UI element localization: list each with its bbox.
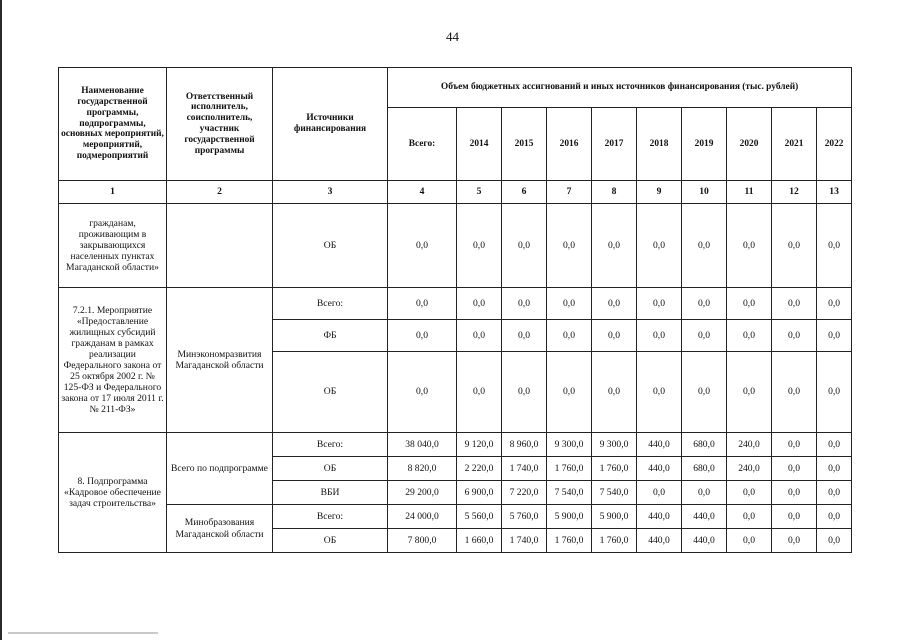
value-cell: 0,0 xyxy=(682,481,727,505)
col-number: 7 xyxy=(547,181,592,204)
value-cell: 0,0 xyxy=(502,352,547,433)
value-cell: 1 660,0 xyxy=(457,529,502,553)
value-cell: 440,0 xyxy=(682,529,727,553)
value-cell: 680,0 xyxy=(682,457,727,481)
value-cell: 0,0 xyxy=(772,433,817,457)
value-cell: 440,0 xyxy=(637,505,682,529)
value-cell: 0,0 xyxy=(637,352,682,433)
value-cell: 0,0 xyxy=(637,288,682,320)
table-row xyxy=(59,288,852,320)
col-number: 10 xyxy=(682,181,727,204)
value-cell: 680,0 xyxy=(682,433,727,457)
value-cell: 0,0 xyxy=(727,204,772,288)
header-year: 2017 xyxy=(592,108,637,181)
value-cell: 5 900,0 xyxy=(547,505,592,529)
value-cell: 0,0 xyxy=(637,320,682,352)
budget-table xyxy=(58,67,852,553)
value-cell: 0,0 xyxy=(682,320,727,352)
table-row xyxy=(59,433,852,457)
value-cell: 7 540,0 xyxy=(592,481,637,505)
source-cell: ОБ xyxy=(273,352,388,433)
value-cell: 29 200,0 xyxy=(388,481,457,505)
value-cell: 0,0 xyxy=(817,505,852,529)
value-cell: 0,0 xyxy=(817,481,852,505)
value-cell: 0,0 xyxy=(388,352,457,433)
source-cell: Всего: xyxy=(273,433,388,457)
value-cell: 0,0 xyxy=(388,320,457,352)
header-year: 2021 xyxy=(772,108,817,181)
value-cell: 0,0 xyxy=(727,505,772,529)
value-cell: 0,0 xyxy=(547,288,592,320)
col-number: 5 xyxy=(457,181,502,204)
col-number: 9 xyxy=(637,181,682,204)
value-cell: 38 040,0 xyxy=(388,433,457,457)
value-cell: 7 220,0 xyxy=(502,481,547,505)
col-number: 12 xyxy=(772,181,817,204)
value-cell: 0,0 xyxy=(772,505,817,529)
value-cell: 0,0 xyxy=(817,352,852,433)
col-number: 2 xyxy=(167,181,273,204)
program-name-cell: гражданам, проживающим в закрывающихся населенных пунктах Магаданской области» xyxy=(59,204,167,288)
col-number: 13 xyxy=(817,181,852,204)
value-cell: 0,0 xyxy=(388,204,457,288)
value-cell: 0,0 xyxy=(457,352,502,433)
value-cell: 0,0 xyxy=(457,288,502,320)
source-cell: Всего: xyxy=(273,288,388,320)
header-volume: Объем бюджетных ассигнований и иных источников финансирования (тыс. рублей) xyxy=(388,68,852,108)
value-cell: 440,0 xyxy=(637,433,682,457)
value-cell: 1 760,0 xyxy=(592,529,637,553)
col-number: 4 xyxy=(388,181,457,204)
scan-artifact xyxy=(8,632,158,634)
header-year: 2022 xyxy=(817,108,852,181)
value-cell: 1 760,0 xyxy=(547,529,592,553)
header-year: 2019 xyxy=(682,108,727,181)
value-cell: 0,0 xyxy=(637,481,682,505)
value-cell: 7 800,0 xyxy=(388,529,457,553)
value-cell: 6 900,0 xyxy=(457,481,502,505)
value-cell: 0,0 xyxy=(817,204,852,288)
value-cell: 0,0 xyxy=(547,204,592,288)
header-year: 2016 xyxy=(547,108,592,181)
value-cell: 0,0 xyxy=(547,320,592,352)
value-cell: 0,0 xyxy=(727,529,772,553)
program-name-cell: 8. Подпрограмма «Кадровое обеспечение задач строительства» xyxy=(59,433,167,553)
scan-edge-line xyxy=(0,0,2,640)
source-cell: ОБ xyxy=(273,457,388,481)
value-cell: 0,0 xyxy=(592,204,637,288)
value-cell: 0,0 xyxy=(727,288,772,320)
value-cell: 0,0 xyxy=(457,320,502,352)
value-cell: 0,0 xyxy=(727,352,772,433)
value-cell: 9 300,0 xyxy=(592,433,637,457)
value-cell: 1 740,0 xyxy=(502,529,547,553)
executor-cell: Всего по подпрограмме xyxy=(167,433,273,505)
header-sources: Источники финансирования xyxy=(273,68,388,181)
value-cell: 0,0 xyxy=(727,481,772,505)
value-cell: 5 560,0 xyxy=(457,505,502,529)
value-cell: 2 220,0 xyxy=(457,457,502,481)
header-year: 2020 xyxy=(727,108,772,181)
value-cell: 440,0 xyxy=(682,505,727,529)
col-number: 6 xyxy=(502,181,547,204)
executor-cell: Минэкономразвития Магаданской области xyxy=(167,288,273,433)
value-cell: 440,0 xyxy=(637,457,682,481)
col-number: 1 xyxy=(59,181,167,204)
value-cell: 0,0 xyxy=(682,288,727,320)
value-cell: 0,0 xyxy=(502,204,547,288)
value-cell: 7 540,0 xyxy=(547,481,592,505)
source-cell: ОБ xyxy=(273,204,388,288)
source-cell: ОБ xyxy=(273,529,388,553)
header-year: 2018 xyxy=(637,108,682,181)
column-number-row xyxy=(59,181,852,204)
value-cell: 0,0 xyxy=(817,457,852,481)
table-row xyxy=(59,505,852,529)
value-cell: 0,0 xyxy=(682,204,727,288)
value-cell: 440,0 xyxy=(637,529,682,553)
value-cell: 0,0 xyxy=(772,457,817,481)
col-number: 3 xyxy=(273,181,388,204)
value-cell: 240,0 xyxy=(727,457,772,481)
value-cell: 0,0 xyxy=(772,481,817,505)
value-cell: 0,0 xyxy=(772,529,817,553)
header-name: Наименование государственной программы, подпрограммы, основных мероприятий, мероприятий, подмероприятий xyxy=(59,68,167,181)
value-cell: 5 760,0 xyxy=(502,505,547,529)
value-cell: 0,0 xyxy=(817,529,852,553)
value-cell: 240,0 xyxy=(727,433,772,457)
value-cell: 0,0 xyxy=(457,204,502,288)
value-cell: 0,0 xyxy=(727,320,772,352)
header-year: 2014 xyxy=(457,108,502,181)
program-name-cell: 7.2.1. Мероприятие «Предоставление жилищных субсидий гражданам в рамках реализации Федерального закона от 25 октября 2002 г. № 125-ФЗ и Федерального закона от 17 июля 2011 г. № 211-ФЗ» xyxy=(59,288,167,433)
value-cell: 0,0 xyxy=(772,352,817,433)
value-cell: 0,0 xyxy=(547,352,592,433)
value-cell: 0,0 xyxy=(817,433,852,457)
value-cell: 0,0 xyxy=(817,320,852,352)
page-number: 44 xyxy=(446,29,459,44)
col-number: 11 xyxy=(727,181,772,204)
table-row xyxy=(59,204,852,288)
value-cell: 0,0 xyxy=(592,352,637,433)
value-cell: 0,0 xyxy=(772,288,817,320)
value-cell: 9 120,0 xyxy=(457,433,502,457)
value-cell: 8 960,0 xyxy=(502,433,547,457)
header-year: 2015 xyxy=(502,108,547,181)
value-cell: 0,0 xyxy=(637,204,682,288)
col-number: 8 xyxy=(592,181,637,204)
value-cell: 0,0 xyxy=(682,352,727,433)
value-cell: 8 820,0 xyxy=(388,457,457,481)
source-cell: Всего: xyxy=(273,505,388,529)
value-cell: 9 300,0 xyxy=(547,433,592,457)
value-cell: 0,0 xyxy=(817,288,852,320)
header-total: Всего: xyxy=(388,108,457,181)
value-cell: 0,0 xyxy=(772,320,817,352)
value-cell: 5 900,0 xyxy=(592,505,637,529)
value-cell: 0,0 xyxy=(592,288,637,320)
value-cell: 0,0 xyxy=(592,320,637,352)
value-cell: 0,0 xyxy=(388,288,457,320)
value-cell: 1 740,0 xyxy=(502,457,547,481)
source-cell: ВБИ xyxy=(273,481,388,505)
value-cell: 24 000,0 xyxy=(388,505,457,529)
value-cell: 0,0 xyxy=(502,288,547,320)
header-executor: Ответственный исполнитель, соисполнитель, участник государственной программы xyxy=(167,68,273,181)
value-cell: 0,0 xyxy=(772,204,817,288)
value-cell: 1 760,0 xyxy=(592,457,637,481)
value-cell: 1 760,0 xyxy=(547,457,592,481)
source-cell: ФБ xyxy=(273,320,388,352)
executor-cell: Минобразования Магаданской области xyxy=(167,505,273,553)
value-cell: 0,0 xyxy=(502,320,547,352)
executor-cell xyxy=(167,204,273,288)
